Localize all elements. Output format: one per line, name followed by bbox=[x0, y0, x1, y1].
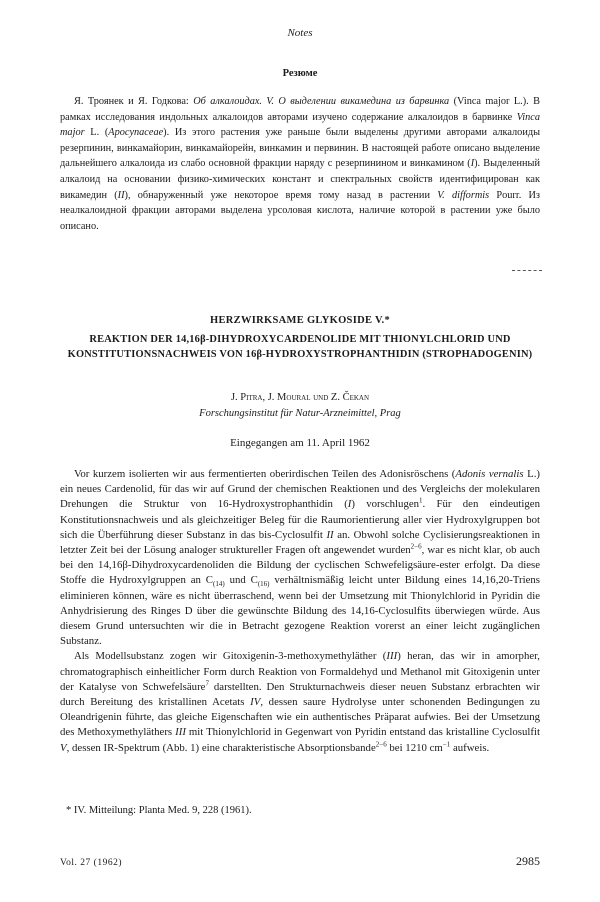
resume-paper-title: Об алкалоидах. V. О выделении викамедина из барвинка bbox=[193, 96, 450, 107]
body-paragraph-1: Vor kurzem isolierten wir aus fermentierten oberirdischen Teilen des Adonisröschens (Adonis vernalis L.) ein neues Cardenolid, für das wir auf Grund der chemischen Reaktionen und des Vergleichs der molekularen Drehungen die Struktur von 16-Hydroxystrophanthidin (I) vorschlugen$^1$. Für den eindeutigen Konstitutionsnachweis und als gleichzeitiger Beleg für die Raumorientierung aller vier Hydroxylgruppen bot sich die Überführung dieser Substanz in das bis-Cyclosulfit II an. Obwohl solche Cyclisierungsreaktionen in letzter Zeit bei der Lösung analoger struktureller Fragen oft angewendet wurden$^{2-6}$, war es nicht klar, ob auch bei den 14,16β-Dihydroxycardenoliden die Bildung der cyclischen Schwefeligsäure-ester erfolgt. Da diese Stoffe die Hydroxylgruppen an $C_{(14)}$ und $C_{(16)}$ verhältnismäßig leicht unter Bildung eines 14,16,20-Triens eliminieren können, wäre es nicht überraschend, wenn bei der Umsetzung mit Thionylchlorid in Pyridin die Anhydrisierung des Ringes D über die gewünschte Bildung des 14,16-Cyclosulfits überwiegen würde. Aus diesem Grund untersuchten wir die in Betracht gezogene Reaktion vorerst an einer leicht zugänglichen Substanz. bbox=[60, 468, 540, 648]
article-title: REAKTION DER 14,16β-DIHYDROXYCARDENOLIDE MIT THIONYLCHLORID UND KONSTITUTIONSNACHWEIS VON 16β-HYDROXYSTROPHANTHIDIN (STROPHADOGENIN) bbox=[67, 334, 533, 360]
article-body bbox=[60, 467, 540, 756]
received-date: Eingegangen am 11. April 1962 bbox=[230, 437, 370, 449]
body-paragraph-2: Als Modellsubstanz zogen wir Gitoxigenin-3-methoxymethyläther (III) heran, das wir in amorpher, chromatographisch einheitlicher Form durch Reaktion von Formaldehyd und Methanol mit Gitoxigenin unter der Katalyse von Schwefelsäure$^7$ darstellten. Den Strukturnachweis dieser neuen Substanz erbrachten wir durch Bereitung des kristallinen Acetats IV, dessen saure Hydrolyse unter schonenden Bedingungen zu Oleandrigenin führte, das gleiche Eigenschaften wie ein authentisches Präparat aufwies. Bei der Umsetzung des Methoxymethyläthers III mit Thionylchlorid in Gegenwart von Pyridin entstand das kristalline Cyclosulfit V, dessen IR-Spektrum (Abb. 1) eine charakteristische Absorptionsbande$^{2-6}$ bei 1210 $cm^{-1}$ aufweis. bbox=[60, 650, 541, 754]
resume-paragraph: Я. Троянек и Я. Годкова: Об алкалоидах. V. О выделении викамедина из барвинка (Vinca major L.). В рамках исследования индольных алкалоидов авторами изучено содержание алкалоидов в барвинке Vinca major L. (Apocynaceae). Из этого растения уже раньше были выделены другими авторами алкалоиды резерпинин, винкамайорин, винкамайорейн, винкамин и первинин. В настоящей работе описано выделение дальнейшего алкалоида из слабо основной фракции наряду с резерпинином и винкамином (I). Выделенный алкалоид на основании физико-химических констант и спектральных свойств идентифицирован как викамедин (II), обнаруженный уже некоторое время тому назад в растении V. difformis Pourr. Из неалкалоидной фракции авторами выделена урсоловая кислота, наличие которой в растении уже было описано. bbox=[60, 96, 541, 232]
footnote: * IV. Mitteilung: Planta Med. 9, 228 (1961). bbox=[66, 805, 252, 816]
resume-abstract bbox=[60, 94, 540, 234]
article-series-title: HERZWIRKSAME GLYKOSIDE V.* bbox=[209, 315, 391, 326]
page-number: 2985 bbox=[516, 854, 540, 868]
scan-mark bbox=[512, 270, 542, 273]
resume-authors: Я. Троянек и Я. Годкова: bbox=[74, 96, 189, 107]
resume-title: Резюме bbox=[282, 68, 318, 79]
volume-info: Vol. 27 (1962) bbox=[60, 858, 122, 868]
article-affiliation: Forschungsinstitut für Natur-Arzneimittel, Prag bbox=[199, 408, 401, 419]
article-authors: J. Pitra, J. Moural und Z. Čekan bbox=[230, 392, 370, 403]
running-head: Notes bbox=[287, 27, 313, 39]
